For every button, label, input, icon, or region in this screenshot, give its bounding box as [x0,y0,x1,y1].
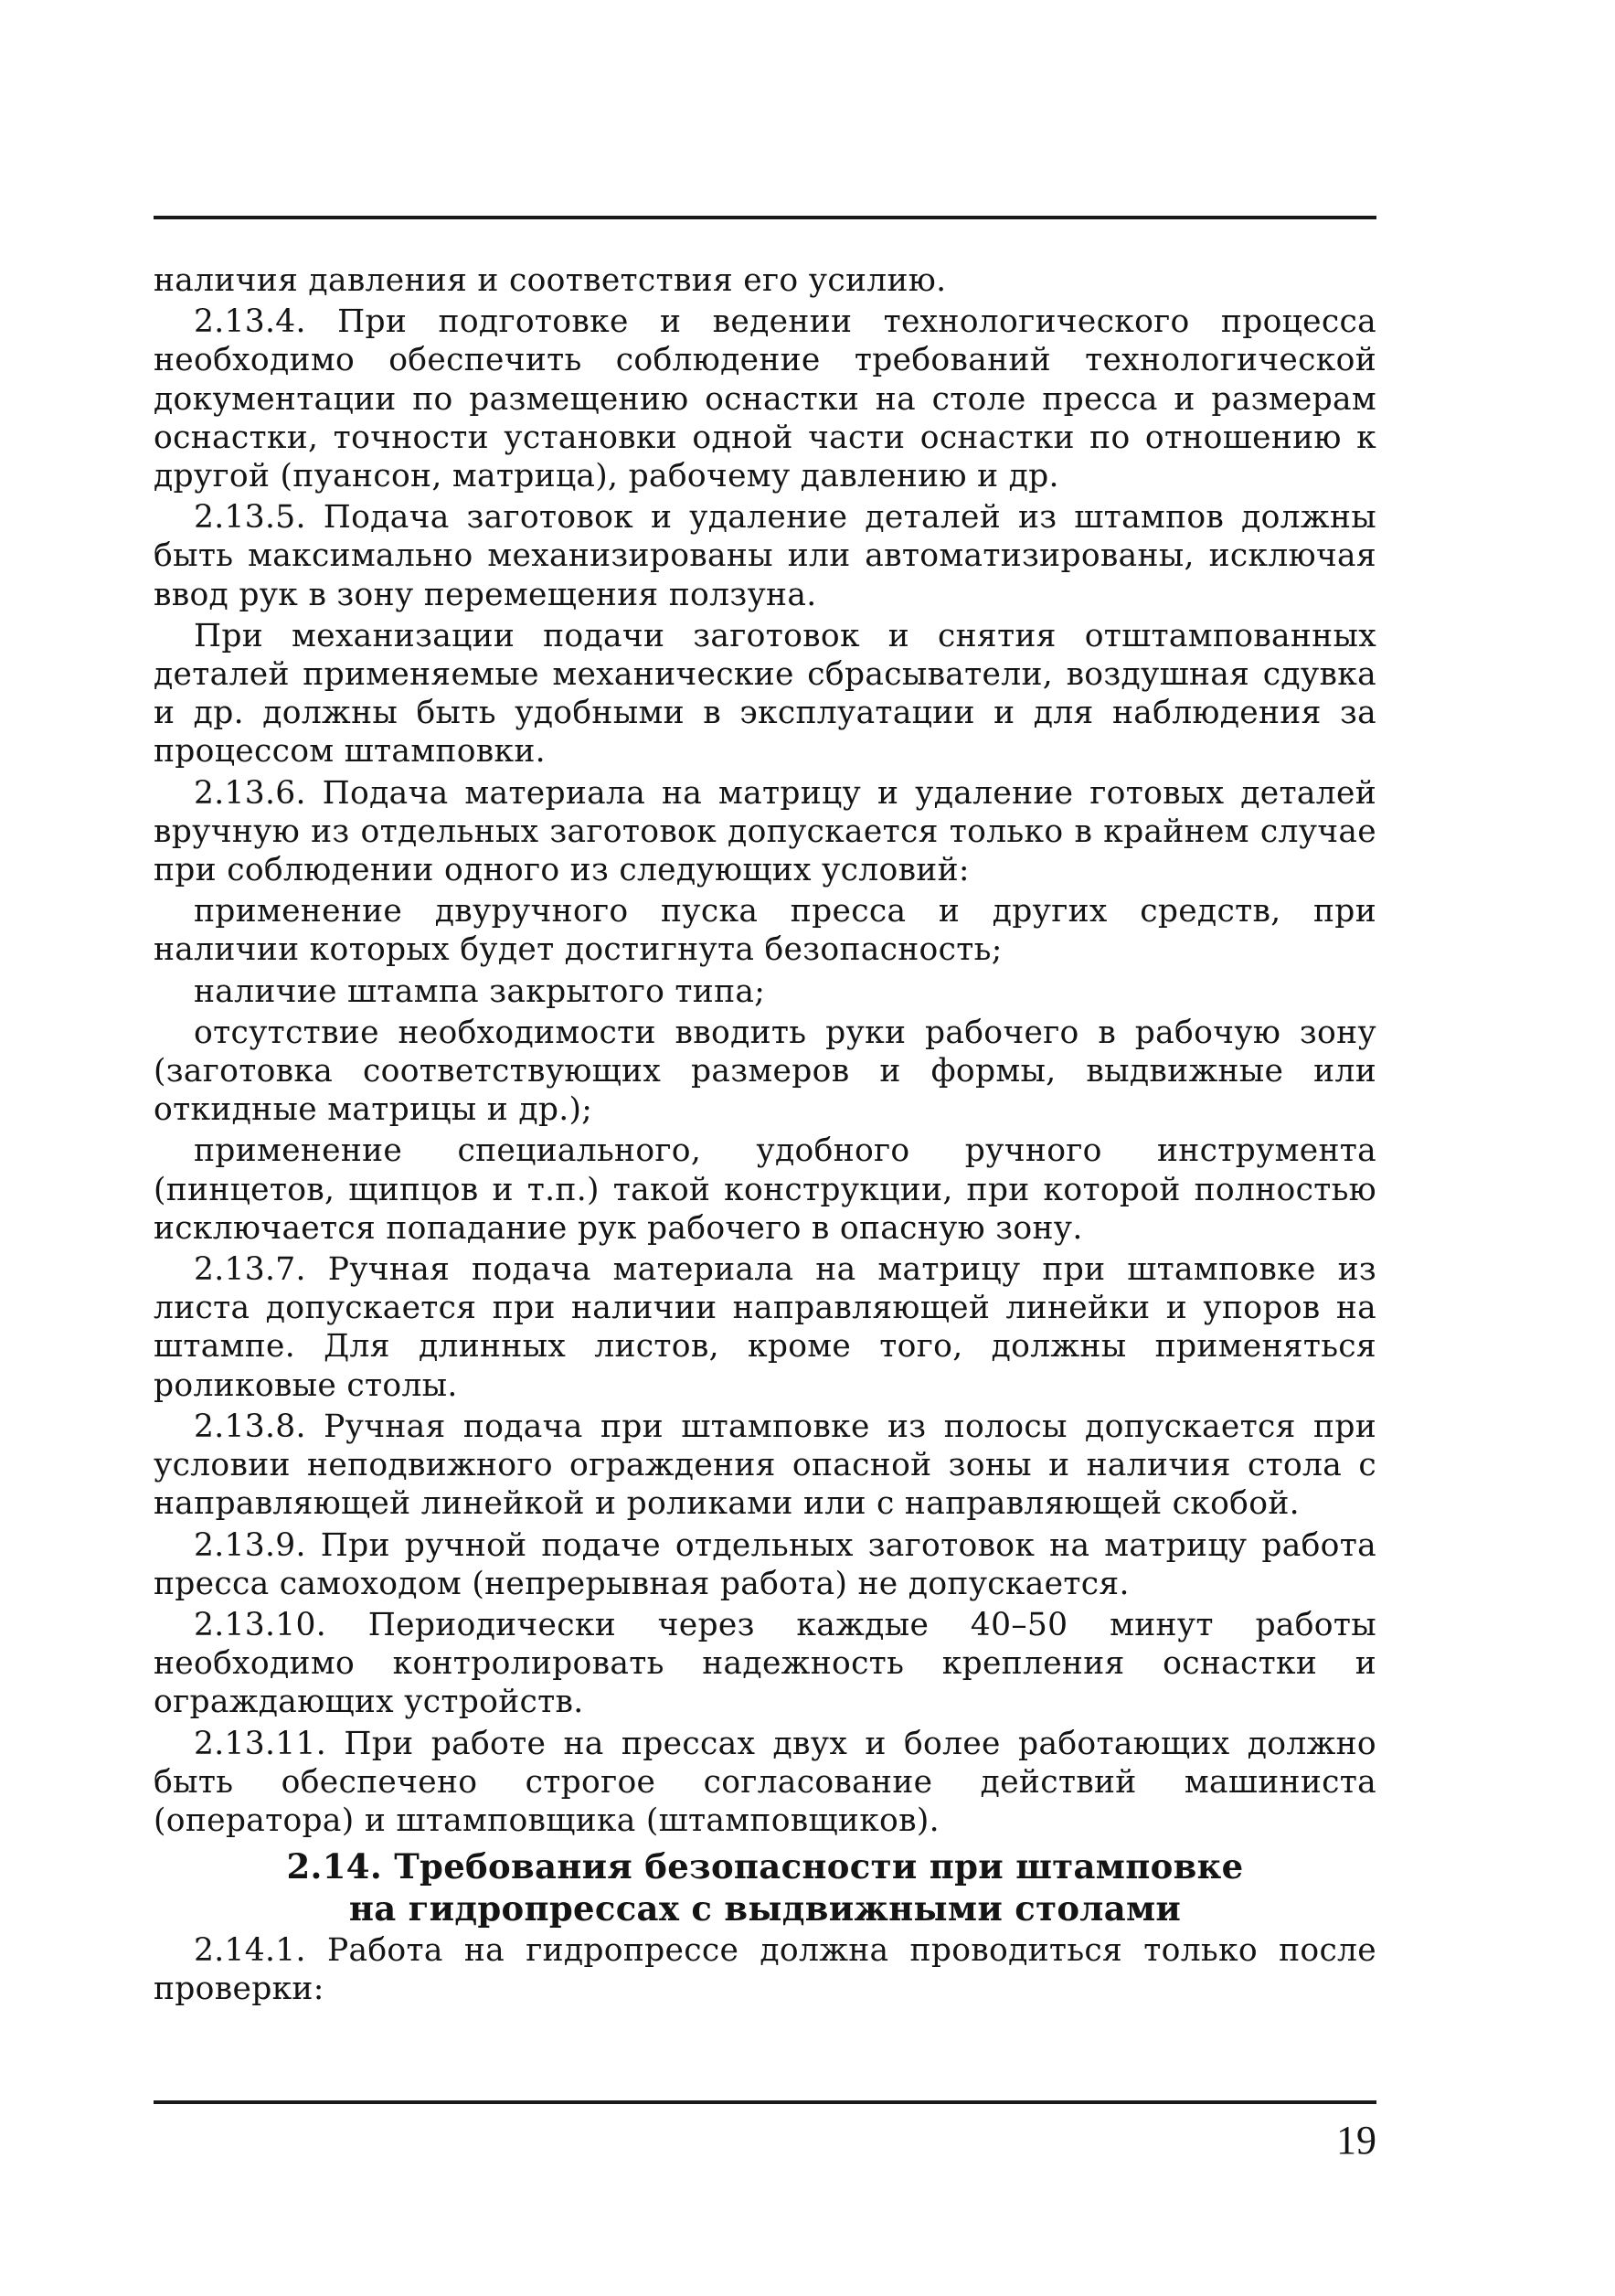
top-rule [154,216,1376,219]
condition-closed-die: наличие штампа закрытого типа; [194,973,766,1010]
page-body [154,261,1376,2012]
condition-no-hands-in-zone: отсутствие необходимости вводить руки рабочего в рабочую зону (заготовка соответствующих размеров и формы, выдвижные или откидные матрицы и др.); [154,1014,1376,1129]
condition-hand-tools: применение специального, удобного ручного инструмента (пинцетов, щипцов и т.п.) такой конструкции, при которой полностью исключается попадание рук рабочего в опасную зону. [154,1132,1376,1247]
bottom-rule [154,2100,1376,2104]
paragraph-2-13-6: 2.13.6. Подача материала на матрицу и удаление готовых деталей вручную из отдельных заготовок допускается только в крайнем случае при соблюдении одного из следующих условий: [154,774,1376,889]
paragraph-2-14-1: 2.14.1. Работа на гидропрессе должна проводиться только после проверки: [154,1932,1376,2008]
paragraph-2-13-10: 2.13.10. Периодически через каждые 40–50 минут работы необходимо контролировать надежность крепления оснастки и ограждающих устройств. [154,1606,1376,1721]
paragraph-mechanization: При механизации подачи заготовок и снятия отштампованных деталей применяемые механические сбрасыватели, воздушная сдувка и др. должны быть удобными в эксплуатации и для наблюдения за процессом штамповки. [154,617,1376,771]
section-heading-2-14 [154,1845,1376,1929]
paragraph-2-13-9: 2.13.9. При ручной подаче отдельных заготовок на матрицу работа пресса самоходом (непрерывная работа) не допускается. [154,1526,1376,1602]
paragraph-2-13-5: 2.13.5. Подача заготовок и удаление деталей из штампов должны быть максимально механизированы или автоматизированы, исключая ввод рук в зону перемещения ползуна. [154,499,1376,613]
section-heading-line-1: 2.14. Требования безопасности при штамповке [286,1846,1244,1887]
section-heading-line-2: на гидропрессах с выдвижными столами [348,1888,1182,1929]
paragraph-2-13-11: 2.13.11. При работе на прессах двух и более работающих должно быть обеспечено строгое согласование действий машиниста (оператора) и штамповщика (штамповщиков). [154,1725,1376,1839]
paragraph-2-13-4: 2.13.4. При подготовке и ведении технологического процесса необходимо обеспечить соблюдение требований технологической документации по размещению оснастки на столе пресса и размерам оснастки, точности установки одной части оснастки по отношению к другой (пуансон, матрица), рабочему давлению и др. [154,303,1376,495]
condition-two-hand-start: применение двуручного пуска пресса и других средств, при наличии которых будет достигнута безопасность; [154,893,1376,969]
paragraph-2-13-7: 2.13.7. Ручная подача материала на матрицу при штамповке из листа допускается при наличии направляющей линейки и упоров на штампе. Для длинных листов, кроме того, должны применяться роликовые столы. [154,1251,1376,1404]
paragraph-continuation: наличия давления и соответствия его усилию. [154,262,947,299]
page-number: 19 [1336,2118,1376,2163]
paragraph-2-13-8: 2.13.8. Ручная подача при штамповке из полосы допускается при условии неподвижного ограждения опасной зоны и наличия стола с направляющей линейкой и роликами или с направляющей скобой. [154,1408,1376,1523]
